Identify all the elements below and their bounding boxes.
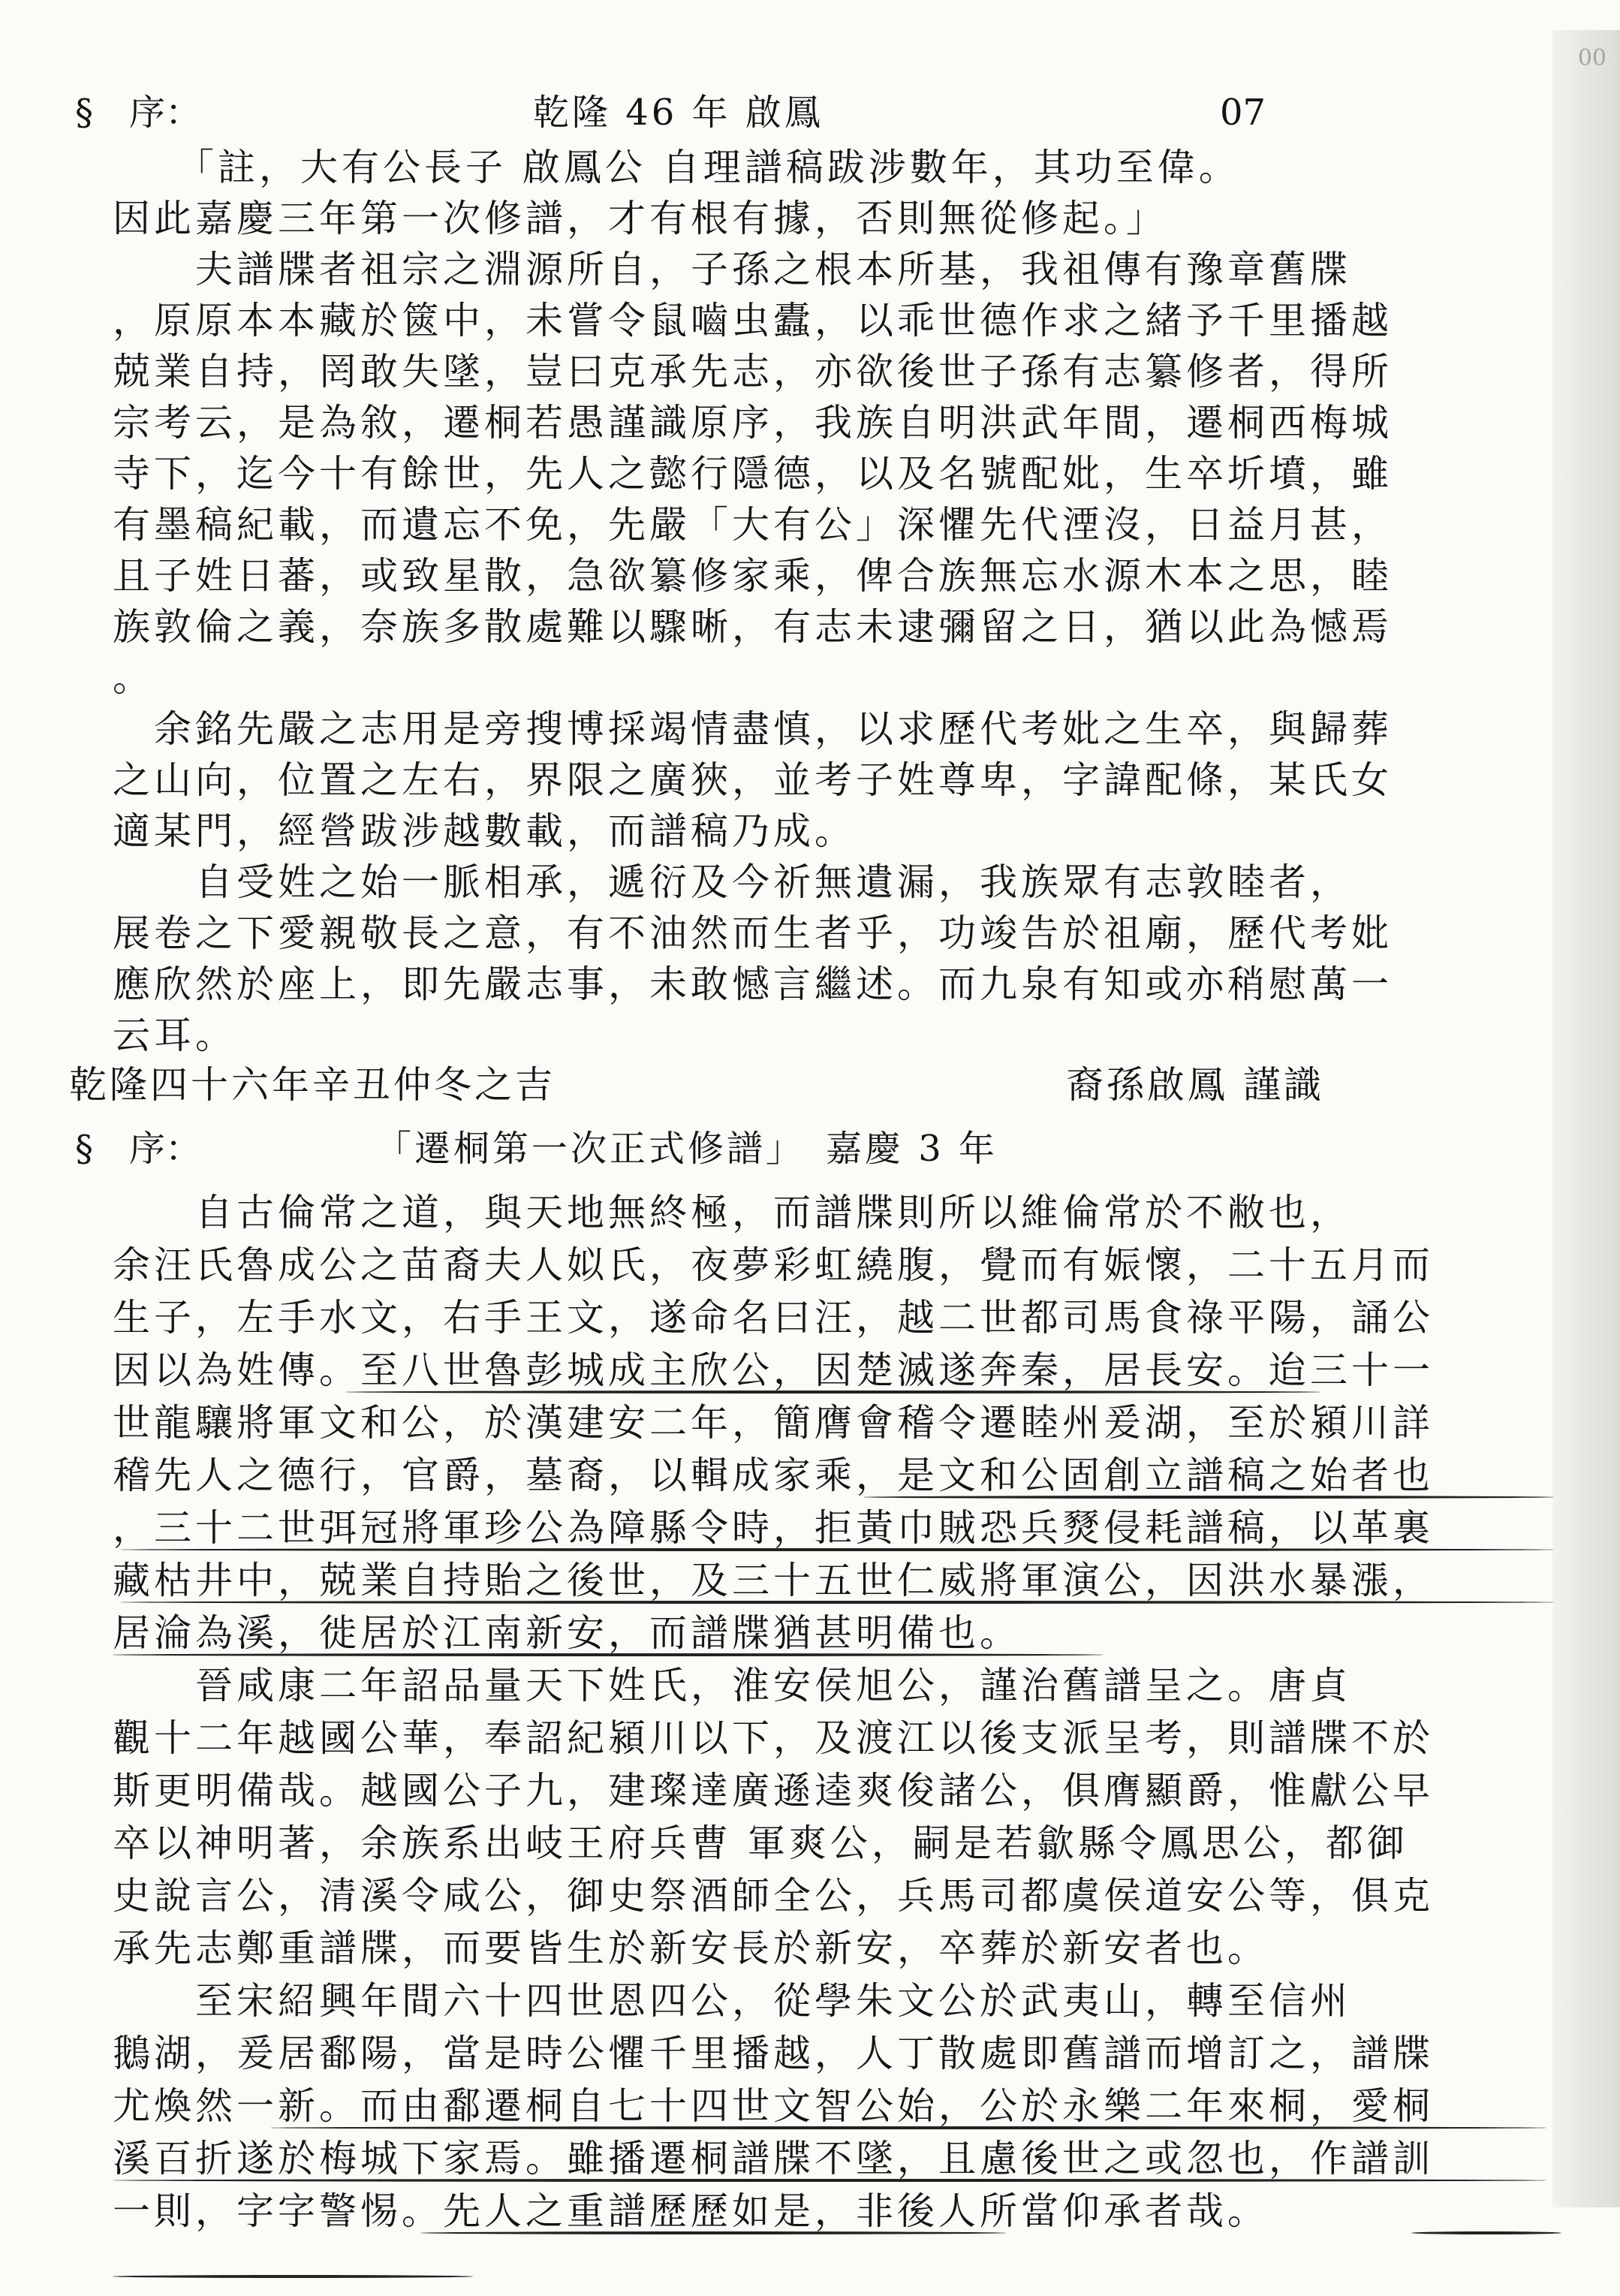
text-line: 展卷之下愛親敬長之意，有不油然而生者乎，功竣告於祖廟，歷代考妣	[113, 911, 1393, 955]
text-line: 族敦倫之義，奈族多散處難以驟晰，有志未逮彌留之日，猶以此為憾焉	[113, 605, 1393, 649]
handwritten-underline	[863, 1496, 1554, 1499]
handwritten-underline	[270, 2126, 1546, 2129]
text-line: 云耳。	[113, 1014, 236, 1057]
text-line: ，三十二世弭冠將軍珍公為障縣令時，拒黃巾賊恐兵燹侵耗譜稿，以革裏	[113, 1506, 1434, 1550]
bleed-through-margin	[1552, 30, 1620, 2207]
text-line: 夫譜牒者祖宗之淵源所自，子孫之根本所基，我祖傳有豫章舊牒	[113, 248, 1351, 291]
handwritten-underline	[345, 1391, 1321, 1394]
text-line: 兢業自持，罔敢失墜，豈曰克承先志，亦欲後世子孫有志纂修者，得所	[113, 350, 1393, 393]
handwritten-underline	[113, 2275, 473, 2278]
header-title-2: 「遷桐第一次正式修譜」 嘉慶 3 年	[375, 1128, 998, 1170]
handwritten-underline	[113, 1653, 1104, 1656]
handwritten-underline	[120, 1548, 1554, 1551]
text-line: 卒以神明著，余族系出岐王府兵曹 軍爽公，嗣是若歙縣令鳳思公，都御	[113, 1821, 1408, 1865]
text-line: 溪百折遂於梅城下家焉。雖播遷桐譜牒不墜，且慮後世之或忽也，作譜訓	[113, 2137, 1434, 2180]
handwritten-underline	[113, 2179, 1546, 2182]
signature-date: 乾隆四十六年辛丑仲冬之吉	[69, 1063, 556, 1107]
text-line: 鵝湖，爰居鄱陽，當是時公懼千里播越，人丁散處即舊譜而增訂之，譜牒	[113, 2032, 1434, 2075]
bleed-through-mark: 00	[1577, 45, 1606, 71]
text-line: 寺下，迄今十有餘世，先人之懿行隱德，以及名號配妣，生卒圻墳，雖	[113, 452, 1393, 496]
text-line: 居淪為溪，徙居於江南新安，而譜牒猶甚明備也。	[113, 1611, 1021, 1655]
handwritten-underline	[420, 2231, 1006, 2234]
text-line: 至宋紹興年間六十四世恩四公，從學朱文公於武夷山，轉至信州	[113, 1979, 1351, 2023]
text-line: 一則，字字警惕。先人之重譜歷歷如是，非後人所當仰承者哉。	[113, 2189, 1269, 2233]
text-line: 晉咸康二年詔品量天下姓氏，淮安侯旭公，謹治舊譜呈之。唐貞	[113, 1664, 1351, 1707]
text-line: 世龍驤將軍文和公，於漢建安二年，簡膺會稽令遷睦州爰湖，至於潁川詳	[113, 1401, 1434, 1445]
text-line: 史說言公，清溪令咸公，御史祭酒師全公，兵馬司都虞侯道安公等，俱克	[113, 1874, 1434, 1918]
text-line: 因此嘉慶三年第一次修譜，才有根有據，否則無從修起。」	[113, 197, 1167, 240]
text-line: 應欣然於座上，即先嚴志事，未敢憾言繼述。而九泉有知或亦稍慰萬一	[113, 963, 1393, 1006]
text-line: 且子姓日蕃，或致星散，急欲纂修家乘，俾合族無忘水源木本之思，睦	[113, 554, 1393, 598]
header-title: 乾隆 46 年 啟鳳	[533, 92, 824, 134]
handwritten-underline	[1411, 2231, 1561, 2234]
text-line: 宗考云，是為敘，遷桐若愚謹識原序，我族自明洪武年間，遷桐西梅城	[113, 401, 1393, 444]
text-line: 有墨稿紀載，而遺忘不免，先嚴「大有公」深懼先代湮沒，日益月甚，	[113, 503, 1393, 547]
text-line: 藏枯井中，兢業自持貽之後世，及三十五世仁威將軍演公，因洪水暴漲，	[113, 1559, 1434, 1602]
text-line: 余汪氏魯成公之苗裔夫人姒氏，夜夢彩虹繞腹，覺而有娠懷，二十五月而	[113, 1243, 1434, 1287]
text-line: 余銘先嚴之志用是旁搜博採竭情盡慎，以求歷代考妣之生卒，與歸葬	[113, 707, 1393, 751]
text-line: 斯更明備哉。越國公子九，建璨達廣遜逵爽俊諸公，俱膺顯爵，惟獻公早	[113, 1769, 1434, 1812]
text-line: 「註，大有公長子 啟鳳公 自理譜稿跋涉數年，其功至偉。	[113, 146, 1240, 189]
text-line: ，原原本本藏於篋中，未嘗令鼠嚙虫蠹，以乖世德作求之緒予千里播越	[113, 299, 1393, 342]
text-line: 因以為姓傳。至八世魯彭城成主欣公，因楚滅遂奔秦，居長安。迨三十一	[113, 1348, 1434, 1392]
text-line: 自受姓之始一脈相承，遞衍及今祈無遺漏，我族眾有志敦睦者，	[113, 860, 1351, 904]
page-number: 07	[1220, 92, 1266, 134]
signature-author: 裔孫啟鳳 謹識	[1066, 1063, 1324, 1107]
text-line: 承先志鄭重譜牒，而要皆生於新安長於新安，卒葬於新安者也。	[113, 1927, 1269, 1970]
text-line: 之山向，位置之左右，界限之廣狹，並考子姓尊卑，字諱配條，某氏女	[113, 758, 1393, 802]
text-line: 觀十二年越國公華，奉詔紀潁川以下，及渡江以後支派呈考，則譜牒不於	[113, 1716, 1434, 1760]
section-marker: § 序：	[75, 92, 202, 134]
text-line: 自古倫常之道，與天地無終極，而譜牒則所以維倫常於不敝也，	[113, 1191, 1351, 1234]
text-line: 稽先人之德行，官爵，墓裔，以輯成家乘，是文和公固創立譜稿之始者也	[113, 1454, 1434, 1497]
section-marker-2: § 序：	[75, 1128, 202, 1170]
text-line: 生子，左手水文，右手王文，遂命名曰汪，越二世都司馬食祿平陽，誦公	[113, 1296, 1434, 1339]
handwritten-underline	[120, 1601, 1554, 1604]
text-line: 。	[113, 656, 154, 700]
text-line: 適某門，經營跋涉越數載，而譜稿乃成。	[113, 809, 856, 853]
text-line: 尤煥然一新。而由鄱遷桐自七十四世文智公始，公於永樂二年來桐，愛桐	[113, 2084, 1434, 2128]
